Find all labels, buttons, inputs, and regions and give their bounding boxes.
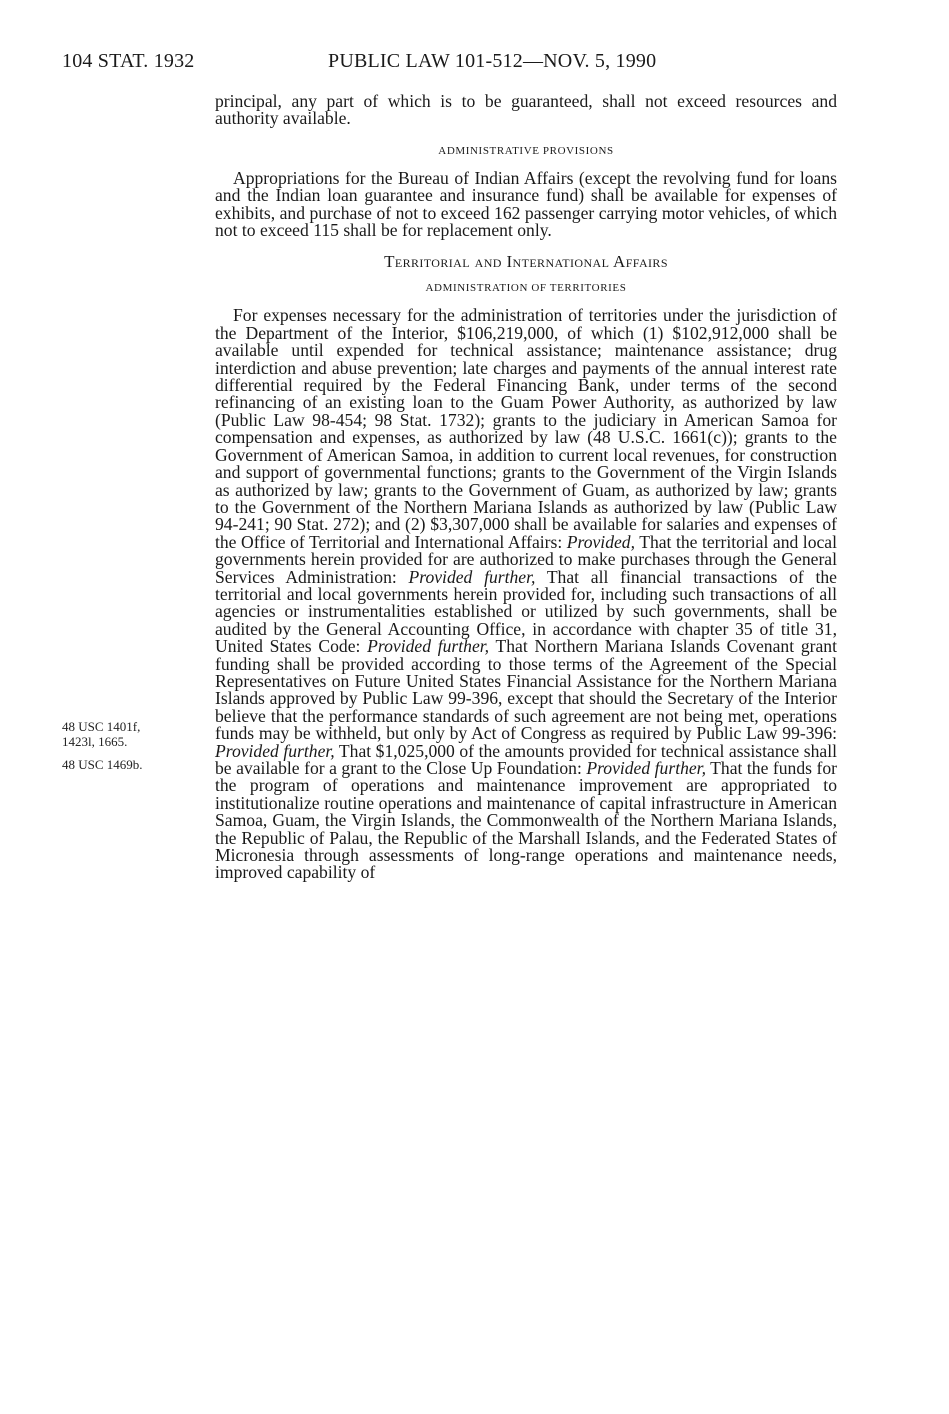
territories-text-4: That Northern Mariana Islands Covenant grant funding shall be provided according to those terms of the Agreement of the Special Representatives on Future United States Financial Assistance for the Northern Mariana Islands approved by Public Law 99-396, except that should the Secretary of the Interior believe that the performance standards of such agreement are not being met, operations funds may be withheld, but only by Act of Congress as required by Public Law 99-396: (215, 636, 837, 744)
territories-text-5: That $1,025,000 of the amounts provided for technical assistance shall be available for a grant to the Close Up Foundation: (215, 740, 837, 778)
intro-paragraph: principal, any part of which is to be guaranteed, shall not exceed resources and authority available. (215, 91, 837, 129)
proviso-5: Provided further, (586, 758, 706, 778)
territories-text-6: That the funds for the program of operations and maintenance improvement are appropriated to institutionalize routine operations and maintenance of capital infrastructure in American Samoa, Guam, the Virgin Islands, the Commonwealth of the Northern Mariana Islands, the Republic of Palau, the Republic of the Marshall Islands, and the Federated States of Micronesia through assessments of long-range operations and maintenance needs, improved capability of (215, 758, 837, 883)
margin-citation-2-line: 48 USC 1469b. (62, 757, 143, 772)
margin-citation-1-line1: 48 USC 1401f, (62, 719, 141, 734)
territories-paragraph (215, 307, 837, 881)
territories-text-3: That all financial transactions of the territorial and local governments herein provided for, including such transactions of all agencies or instrumentalities established or utilized by such governments, shall be audited by the General Accounting Office, in accordance with chapter 35 of title 31, United States Code: (215, 566, 837, 657)
territories-text-2: That the territorial and local governments herein provided for are authorized to make purchases through the General Services Administration: (215, 531, 837, 587)
proviso-1: Provided, (566, 531, 636, 552)
heading-administration-of-territories: ADMINISTRATION OF TERRITORIES (425, 282, 627, 295)
body-column (215, 93, 837, 882)
margin-citation-1 (62, 719, 140, 749)
proviso-2: Provided further, (408, 566, 536, 587)
heading-territorial-international-affairs: Territorial and International Affairs (384, 252, 668, 272)
proviso-3: Provided further, (367, 636, 490, 657)
page-header (62, 50, 842, 80)
statute-page-number: 104 STAT. 1932 (62, 50, 195, 72)
margin-citation-2 (62, 757, 143, 772)
running-title: PUBLIC LAW 101-512—NOV. 5, 1990 (328, 50, 657, 72)
margin-citation-1-line2: 1423l, 1665. (62, 734, 128, 749)
proviso-4: Provided further, (215, 740, 335, 761)
heading-administrative-provisions: ADMINISTRATIVE PROVISIONS (438, 144, 614, 157)
administrative-provisions-paragraph: Appropriations for the Bureau of Indian Affairs (except the revolving fund for loans and the Indian loan guarantee and insurance fund) shall be available for expenses of exhibits, and purchase of not to exceed 162 passenger carrying motor vehicles, of which not to exceed 115 shall be for replacement only. (215, 167, 837, 241)
territories-text-1: For expenses necessary for the administration of territories under the jurisdiction of the Department of the Interior, $106,219,000, of which (1) $102,912,000 shall be available until expended for technical assistance; maintenance assistance; drug interdiction and abuse prevention; late charges and payments of the annual interest rate differential required by the Federal Financing Bank, under terms of the second refinancing of an existing loan to the Guam Power Authority, as authorized by law (Public Law 98-454; 98 Stat. 1732); grants to the judiciary in American Samoa for compensation and expenses, as authorized by law (48 U.S.C. 1661(c)); grants to the Government of American Samoa, in addition to current local revenues, for construction and support of governmental functions; grants to the Government of the Virgin Islands as authorized by law; grants to the Government of Guam, as authorized by law; grants to the Government of the Northern Mariana Islands as authorized by law (Public Law 94-241; 90 Stat. 272); and (2) $3,307,000 shall be available for salaries and expenses of the Office of Territorial and International Affairs: (215, 305, 837, 552)
